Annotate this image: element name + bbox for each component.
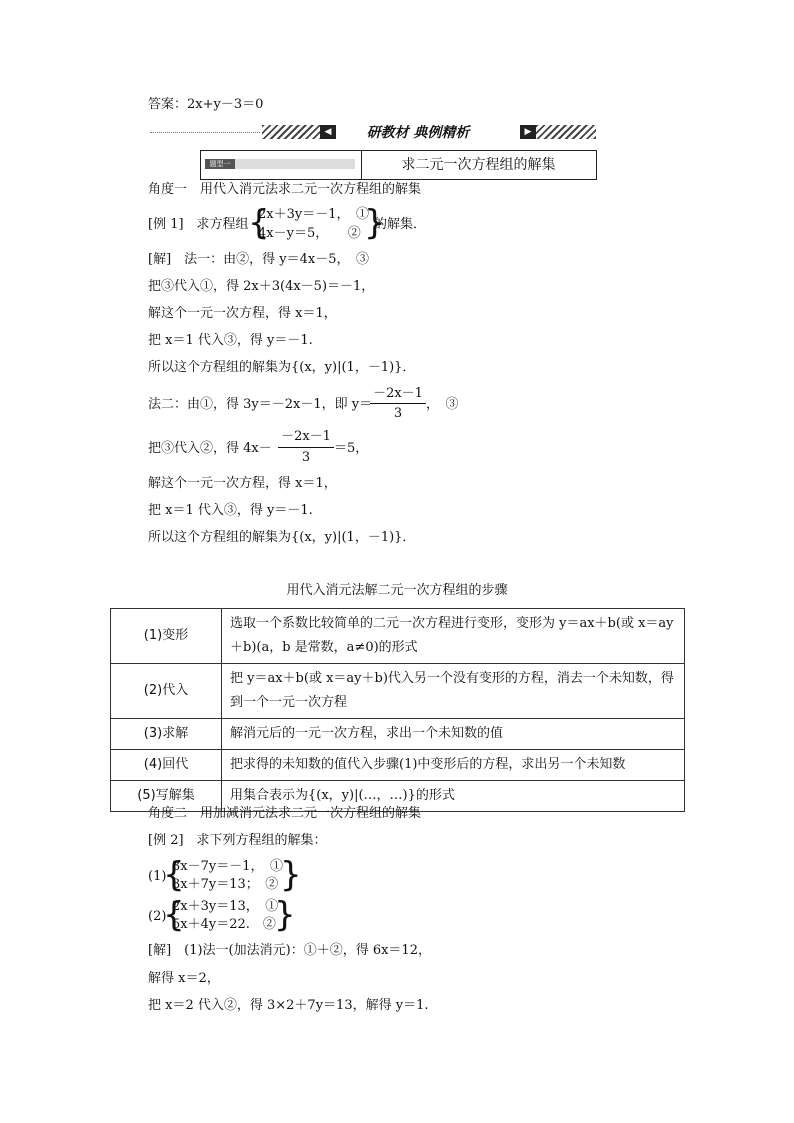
sol1-line: 把③代入①，得 2x＋3(4x－5)＝－1， [148, 279, 375, 294]
step-key: (2)代入 [111, 664, 222, 719]
step-value: 把求得的未知数的值代入步骤(1)中变形后的方程，求出另一个未知数 [222, 750, 685, 781]
ex2-part1-label: (1) [148, 869, 167, 884]
right-brace-icon: } [274, 895, 296, 935]
fraction-bar [278, 447, 334, 448]
ex1-eq1: 2x＋3y＝－1， ① [258, 207, 369, 222]
section-head-box [200, 150, 597, 180]
ex2-label: [例 2] 求下列方程组的解集： [148, 833, 327, 848]
step-value: 选取一个系数比较简单的二元一次方程进行变形，变形为 y＝ax＋b(或 x＝ay＋b)(a，b 是常数，a≠0)的形式 [222, 609, 685, 664]
angle2-heading: 角度二 用加减消元法求二元一次方程组的解集 [148, 806, 422, 821]
table-row [111, 719, 685, 750]
step-value: 用集合表示为{(x，y)|(…，…)}的形式 [222, 781, 685, 812]
left-brace-icon: { [248, 203, 270, 243]
fraction-denominator: 3 [301, 450, 311, 465]
method2-line2-prefix: 把③代入②，得 4x－ [148, 441, 272, 456]
method2-line2-suffix: ＝5， [334, 441, 369, 456]
steps-title: 用代入消元法解二元一次方程组的步骤 [286, 583, 508, 598]
step-key: (5)写解集 [111, 781, 222, 812]
left-brace-icon: { [163, 895, 185, 935]
table-row [111, 609, 685, 664]
right-brace-icon: } [364, 203, 386, 243]
sol1-line: 把 x＝1 代入③，得 y＝－1. [148, 333, 313, 348]
sol2-line: 把 x＝2 代入②，得 3×2＋7y＝13，解得 y＝1. [148, 998, 429, 1013]
ex2-part1-eq1: 3x－7y＝－1， ① [172, 859, 283, 874]
ex1-label: [例 1] 求方程组 [148, 217, 249, 232]
sol1-line: 所以这个方程组的解集为{(x，y)|(1，－1)}． [148, 360, 416, 375]
ex2-part1-eq2: 3x＋7y＝13； ② [172, 877, 279, 892]
fraction-numerator: －2x－1 [281, 429, 331, 444]
sol2-line: [解] (1)法一(加法消元)：①＋②，得 6x＝12， [148, 943, 431, 958]
fraction-numerator: －2x－1 [373, 386, 423, 401]
step-value: 把 y＝ax＋b(或 x＝ay＋b)代入另一个没有变形的方程，消去一个未知数，得到一个一元一次方程 [222, 664, 685, 719]
ex2-part2-label: (2) [148, 909, 167, 924]
arrow-left-icon: ◀ [320, 125, 336, 139]
banner-hatch-right [536, 125, 596, 139]
step-value: 解消元后的一元一次方程，求出一个未知数的值 [222, 719, 685, 750]
ex1-eq2: 4x－y＝5， ② [258, 226, 361, 241]
section-title: 求二元一次方程组的解集 [401, 157, 556, 173]
left-brace-icon: { [163, 855, 185, 895]
ex1-tail: 的解集． [374, 217, 427, 232]
banner-dots-left [150, 132, 260, 133]
table-row [111, 664, 685, 719]
arrow-right-icon: ▶ [520, 125, 536, 139]
angle1-heading: 角度一 用代入消元法求二元一次方程组的解集 [148, 182, 422, 197]
method2-line: 把 x＝1 代入③，得 y＝－1. [148, 503, 313, 518]
ex2-part2-eq1: 2x＋3y＝13， ① [172, 899, 279, 914]
sol1-line: [解] 法一：由②，得 y＝4x－5， ③ [148, 252, 369, 267]
method2-line: 解这个一元一次方程，得 x＝1， [148, 476, 337, 491]
right-brace-icon: } [280, 855, 302, 895]
steps-table [110, 608, 685, 812]
method2-suffix: ， ③ [426, 397, 459, 412]
step-key: (1)变形 [111, 609, 222, 664]
method2-prefix: 法二：由①，得 3y＝－2x－1，即 y＝ [148, 397, 373, 412]
step-key: (3)求解 [111, 719, 222, 750]
ex2-part2-eq2: 5x＋4y＝22. ② [172, 917, 276, 932]
banner-hatch-left [262, 125, 320, 139]
answer-line: 答案：2x+y－3＝0 [148, 97, 264, 112]
table-row [111, 750, 685, 781]
fraction-bar [370, 403, 426, 404]
fraction-denominator: 3 [393, 406, 403, 421]
banner-title: 研教材 典例精析 [366, 125, 470, 141]
step-key: (4)回代 [111, 750, 222, 781]
sol1-line: 解这个一元一次方程，得 x＝1， [148, 306, 337, 321]
sol2-line: 解得 x＝2， [148, 971, 220, 986]
method2-line: 所以这个方程组的解集为{(x，y)|(1，－1)}． [148, 530, 416, 545]
section-banner [150, 122, 598, 144]
section-tag: 题型一 [205, 159, 235, 169]
